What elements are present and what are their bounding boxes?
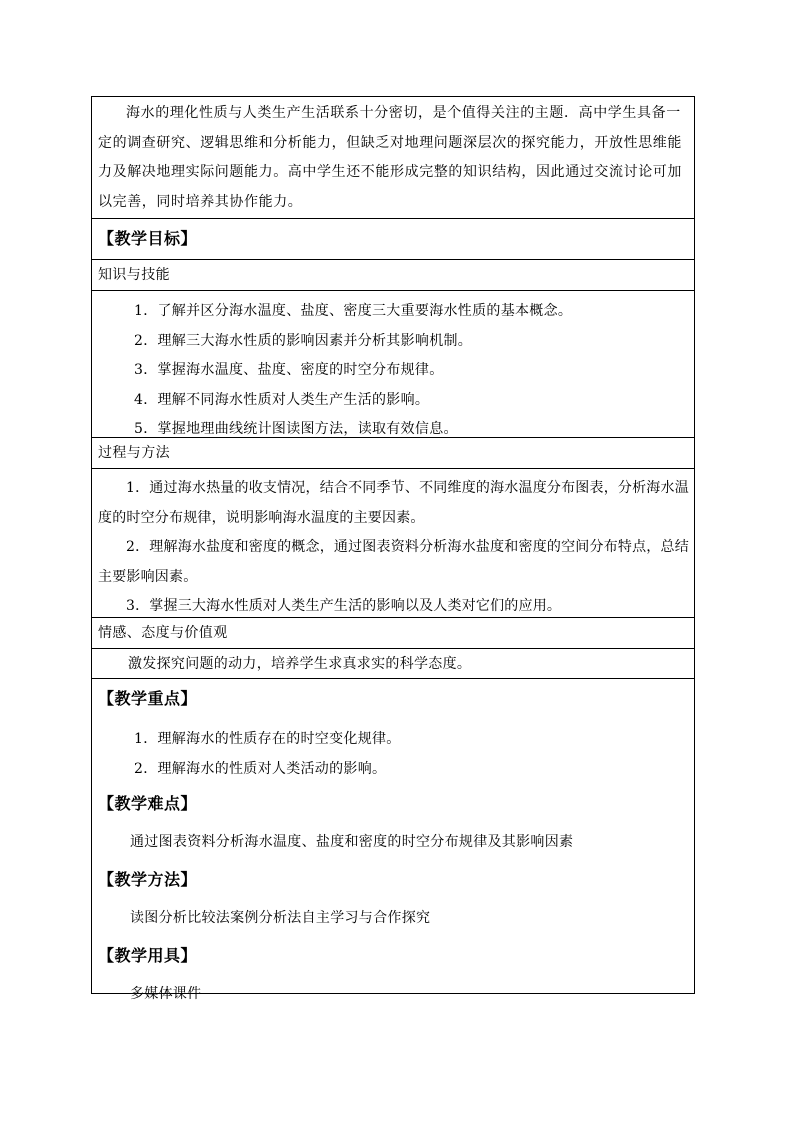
knowledge-items <box>92 291 694 438</box>
key-point-item: 1．理解海水的性质存在的时空变化规律。 <box>134 731 401 747</box>
knowledge-title: 知识与技能 <box>98 267 170 283</box>
goals-heading-row <box>92 219 694 260</box>
knowledge-item: 4．理解不同海水性质对人类生产生活的影响。 <box>134 391 430 408</box>
knowledge-item: 2．理解三大海水性质的影响因素并分析其影响机制。 <box>134 332 473 349</box>
knowledge-item: 3．掌握海水温度、盐度、密度的时空分布规律。 <box>134 362 444 378</box>
emotion-title-row <box>92 618 694 649</box>
difficulties-text: 通过图表资料分析海水温度、盐度和密度的时空分布规律及其影响因素 <box>130 834 574 850</box>
process-item: 2．理解海水盐度和密度的概念，通过图表资料分析海水盐度和密度的空间分布特点，总结主要影响因素。 <box>98 539 689 585</box>
tools-text: 多媒体课件 <box>130 986 202 1002</box>
goals-heading: 【教学目标】 <box>98 229 198 248</box>
process-item: 1．通过海水热量的收支情况，结合不同季节、不同维度的海水温度分布图表，分析海水温度的时空分布规律，说明影响海水温度的主要因素。 <box>98 480 689 526</box>
key-points-heading: 【教学重点】 <box>98 689 198 708</box>
knowledge-title-row <box>92 260 694 291</box>
emotion-text: 激发探究问题的动力，培养学生求真求实的科学态度。 <box>128 656 472 672</box>
emotion-text-row <box>92 649 694 679</box>
intro-section <box>92 97 694 219</box>
intro-text: 海水的理化性质与人类生产生活联系十分密切，是个值得关注的主题．高中学生具备一定的调查研究、逻辑思维和分析能力，但缺乏对地理问题深层次的探究能力，开放性思维能力及解决地理实际问题能力。高中学生还不能形成完整的知识结构，因此通过交流讨论可加以完善，同时培养其协作能力。 <box>98 105 682 210</box>
process-item: 3．掌握三大海水性质对人类生产生活的影响以及人类对它们的应用。 <box>126 598 562 614</box>
knowledge-item: 1．了解并区分海水温度、盐度、密度三大重要海水性质的基本概念。 <box>134 303 573 319</box>
details-section <box>92 679 694 1002</box>
lesson-plan-table <box>91 96 695 1002</box>
methods-text: 读图分析比较法案例分析法自主学习与合作探究 <box>130 910 431 926</box>
methods-heading: 【教学方法】 <box>98 870 198 889</box>
tools-heading: 【教学用具】 <box>98 946 198 965</box>
difficulties-heading: 【教学难点】 <box>98 794 198 813</box>
knowledge-item: 5．掌握地理曲线统计图读图方法，读取有效信息。 <box>134 421 458 437</box>
process-items <box>92 469 694 618</box>
key-point-item: 2．理解海水的性质对人类活动的影响。 <box>134 760 387 777</box>
process-title: 过程与方法 <box>98 445 170 461</box>
emotion-title: 情感、态度与价值观 <box>98 625 228 641</box>
